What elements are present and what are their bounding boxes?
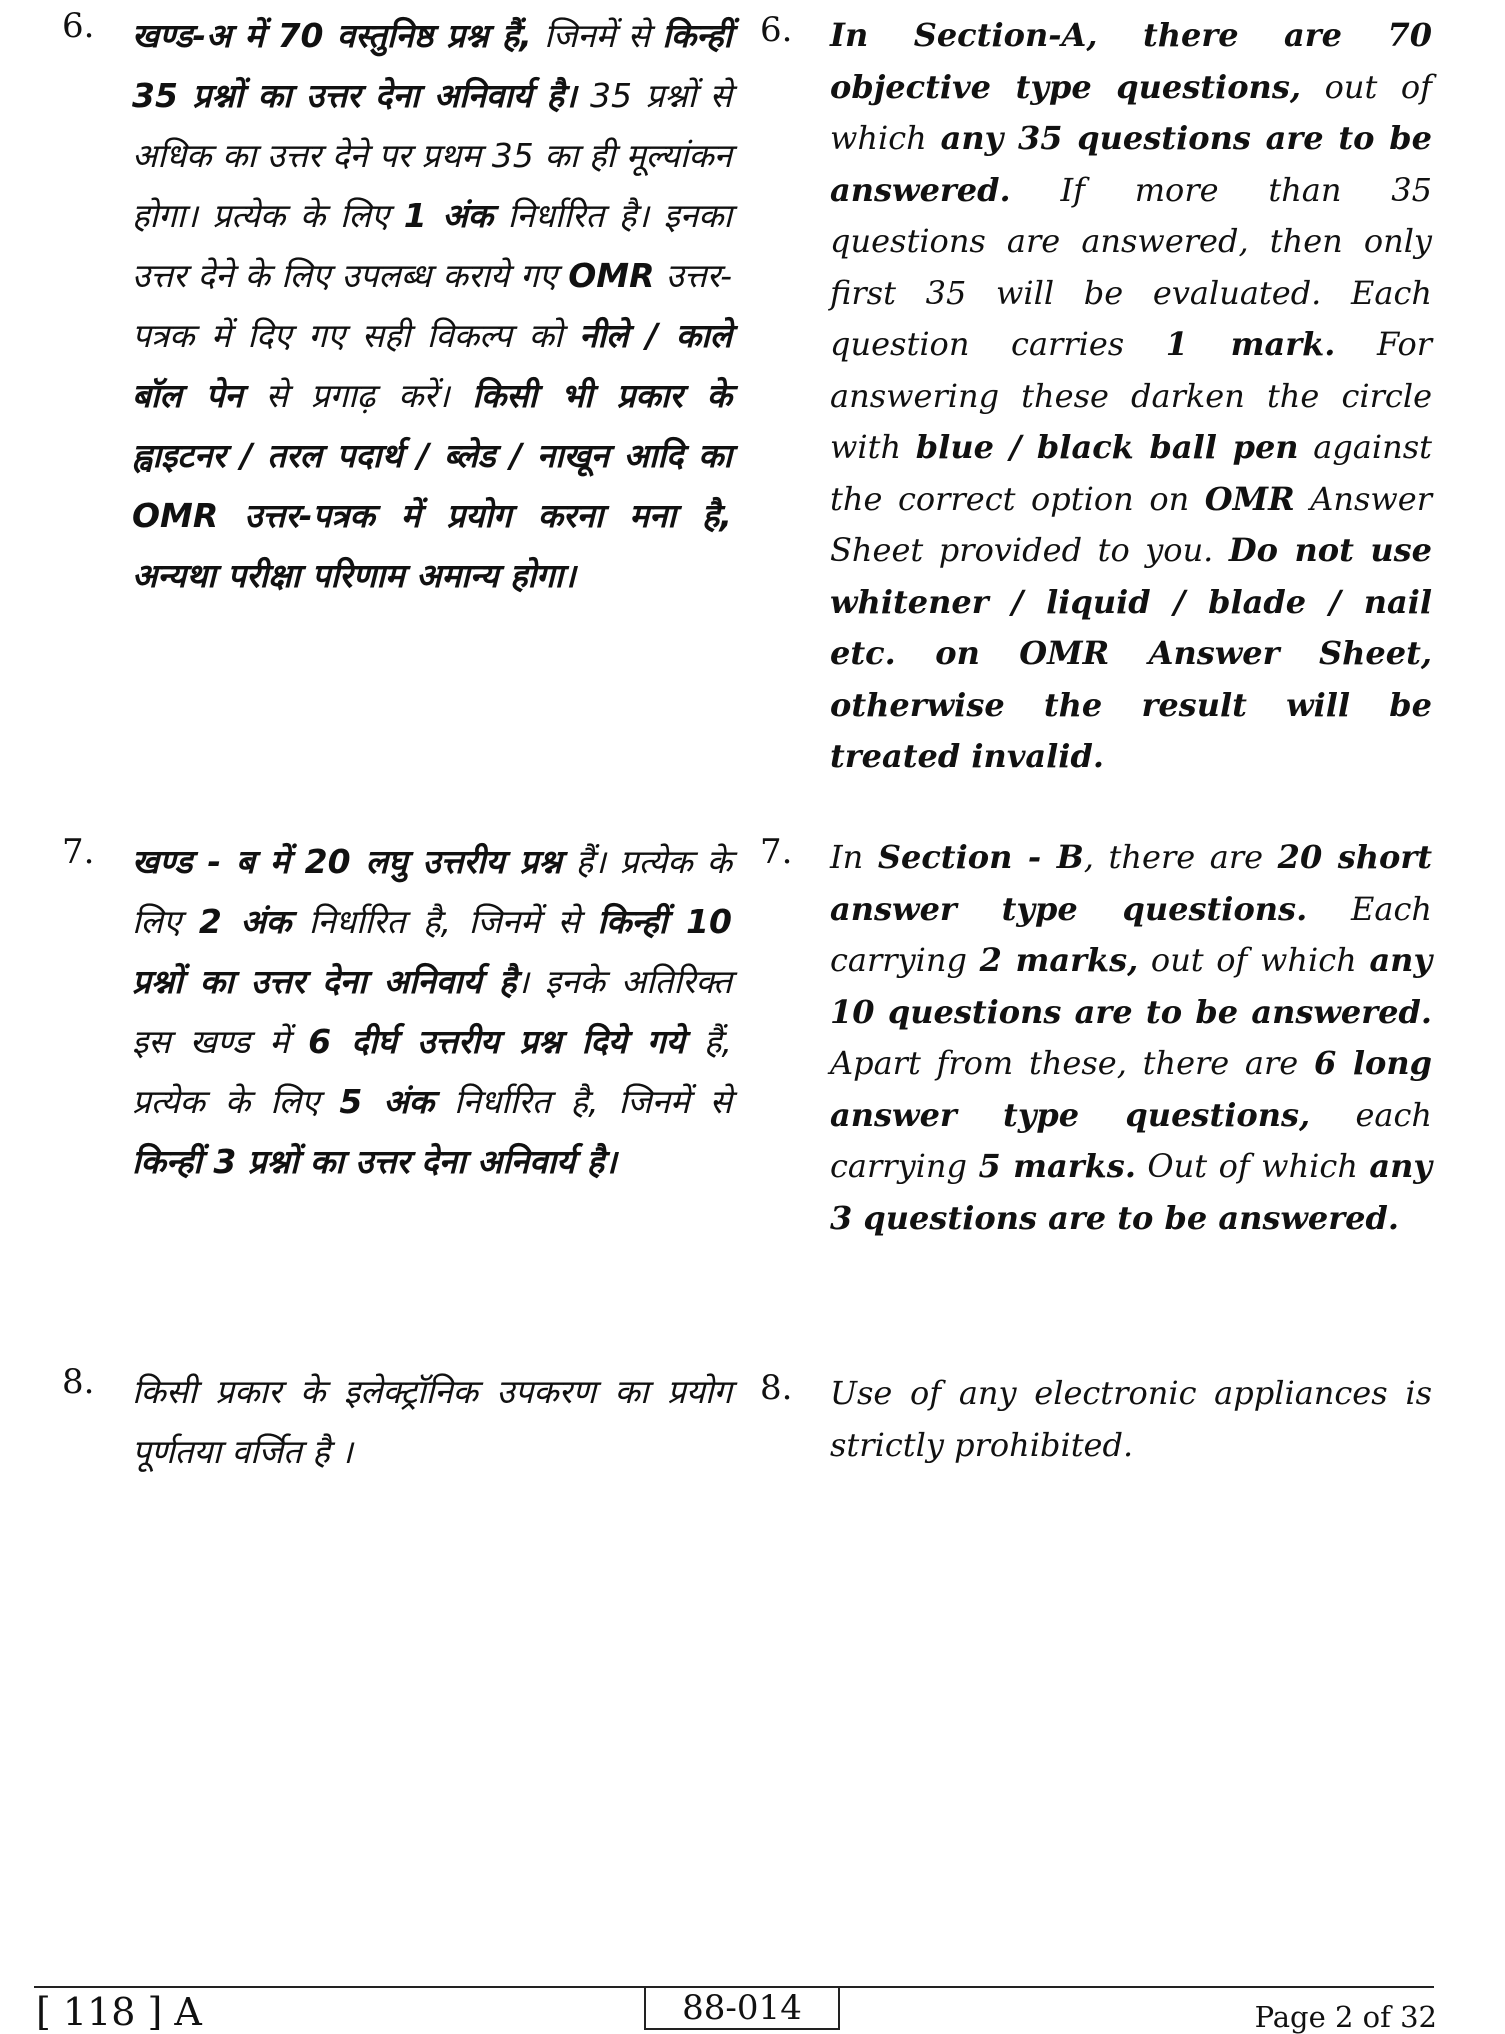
footer-paper-code: 88-014 [644, 1986, 840, 2030]
body-text: Answer Sheet provided to you. [830, 479, 1433, 569]
emphasized-text: Do not use whitener / liquid / blade / nail etc. on OMR Answer Sheet, otherwise the result will be treated invalid. [830, 531, 1433, 775]
instruction-text [132, 832, 732, 1192]
emphasized-text: blue / black ball pen [915, 428, 1299, 466]
emphasized-text: 1 mark. [1165, 325, 1336, 363]
body-text: हैं, प्रत्येक के लिए [132, 1022, 732, 1121]
body-text: से प्रगाढ़ करें। [242, 376, 473, 415]
body-text: against the correct option on [830, 428, 1433, 518]
instruction-text [132, 6, 732, 606]
body-text: Each carrying [830, 889, 1432, 979]
emphasized-text: 2 marks, [979, 941, 1139, 979]
emphasized-text: OMR [1204, 479, 1295, 518]
body-text: निर्धारित है। इनका उत्तर देने के लिए उपलब्ध कराये गए [132, 196, 732, 295]
emphasized-text: 5 marks. [978, 1147, 1136, 1185]
emphasized-text: किन्हीं 35 प्रश्नों का उत्तर देना अनिवार्य है। [132, 16, 733, 115]
body-text: out of which [1138, 941, 1370, 979]
body-text: । इनके अतिरिक्त इस खण्ड में [132, 962, 732, 1061]
body-text: , there are [1083, 838, 1278, 876]
emphasized-text: 6 long answer type questions, [830, 1044, 1433, 1134]
footer-page-number: Page 2 of 32 [1254, 2000, 1437, 2034]
body-text: Use of any electronic appliances is strictly prohibited. [830, 1374, 1432, 1464]
emphasized-text: खण्ड - ब में 20 लघु उत्तरीय प्रश्न [132, 842, 562, 881]
body-text: निर्धारित है, जिनमें से [291, 902, 598, 941]
emphasized-text: किसी भी प्रकार के ह्वाइटनर / तरल पदार्थ / ब्लेड / नाखून आदि का OMR उत्तर-पत्रक में प्रयोग करना मना है, अन्यथा परीक्षा परिणाम अमान्य होगा। [132, 376, 732, 595]
body-text: out of which [830, 67, 1433, 157]
body-text: Apart from these, there are [830, 1044, 1314, 1082]
instruction-text [830, 10, 1432, 783]
emphasized-text: नीले / काले बॉल पेन [132, 316, 732, 415]
emphasized-text: 2 अंक [198, 902, 292, 941]
emphasized-text: 5 अंक [339, 1082, 434, 1121]
body-text: जिनमें से [531, 16, 663, 55]
emphasized-text: 6 दीर्घ उत्तरीय प्रश्न दिये गये [308, 1022, 685, 1061]
instruction-number: 8. [760, 1368, 793, 1408]
instruction-number: 7. [62, 832, 95, 872]
body-text: निर्धारित है, जिनमें से [433, 1082, 732, 1121]
emphasized-text: In Section-A, there are 70 objective type questions, [830, 16, 1432, 106]
body-text: 35 प्रश्नों से अधिक का उत्तर देने पर प्रथम 35 का ही मूल्यांकन होगा। प्रत्येक के लिए [132, 76, 732, 235]
body-text: If more than 35 questions are answered, then only first 35 will be evaluated. Each question carries [830, 170, 1432, 363]
emphasized-text: किन्हीं 3 प्रश्नों का उत्तर देना अनिवार्य है। [132, 1142, 617, 1181]
emphasized-text: किन्हीं 10 प्रश्नों का उत्तर देना अनिवार्य है [132, 902, 732, 1001]
instruction-text [830, 1368, 1432, 1471]
emphasized-text: any 35 questions are to be answered. [830, 119, 1432, 209]
instruction-number: 8. [62, 1362, 95, 1402]
emphasized-text: any 3 questions are to be answered. [830, 1147, 1432, 1237]
body-text: किसी प्रकार के इलेक्ट्रॉनिक उपकरण का प्रयोग पूर्णतया वर्जित है । [132, 1372, 732, 1471]
emphasized-text: खण्ड-अ में 70 वस्तुनिष्ठ प्रश्न हैं, [132, 16, 532, 55]
emphasized-text: 20 short answer type questions. [830, 838, 1433, 928]
instruction-text [132, 1362, 732, 1482]
body-text: उत्तर-पत्रक में दिए गए सही विकल्प को [132, 256, 732, 355]
instruction-number: 6. [760, 10, 793, 50]
body-text: In [830, 838, 878, 876]
emphasized-text: OMR [568, 256, 655, 295]
emphasized-text: 1 अंक [403, 196, 493, 235]
instruction-text [830, 832, 1432, 1244]
emphasized-text: any 10 questions are to be answered. [830, 941, 1433, 1031]
emphasized-text: Section - B [877, 838, 1084, 876]
body-text: each carrying [830, 1095, 1433, 1185]
instruction-number: 6. [62, 6, 95, 46]
body-text: हैं। प्रत्येक के लिए [132, 842, 732, 941]
body-text: For answering these darken the circle with [830, 325, 1432, 466]
footer-paper-id: [ 118 ] A [36, 1990, 202, 2034]
body-text: Out of which [1135, 1147, 1370, 1185]
instruction-number: 7. [760, 832, 793, 872]
